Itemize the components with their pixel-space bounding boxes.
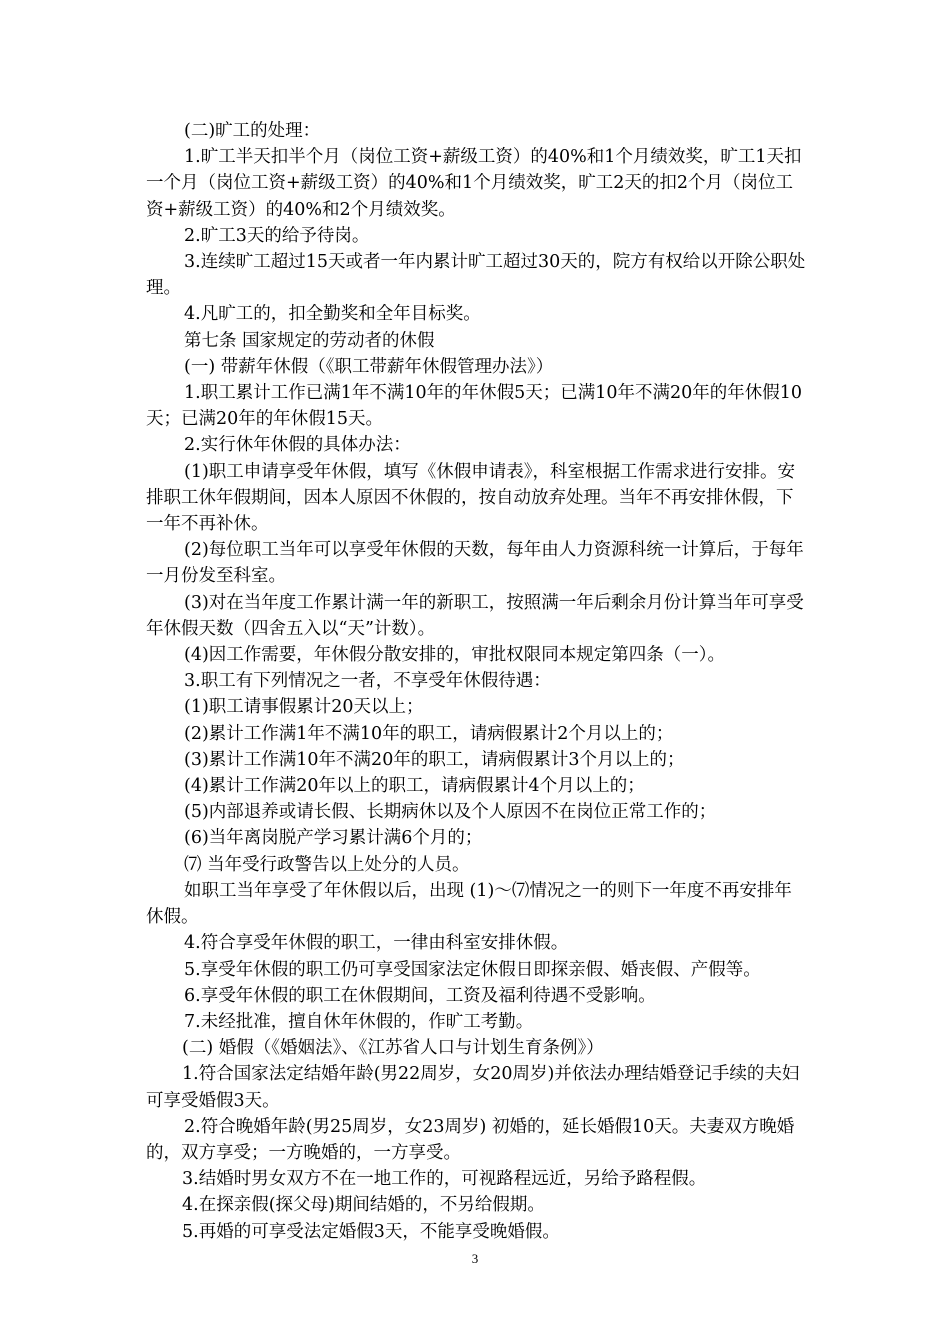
list-item: (4)累计工作满20年以上的职工，请病假累计4个月以上的； bbox=[184, 776, 645, 797]
paragraph: 4.在探亲假(探父母)期间结婚的，不另给假期。 bbox=[182, 1195, 545, 1216]
paragraph: 1.职工累计工作已满1年不满10年的年休假5天；已满10年不满20年的年休假10天；已满20年的年休假15天。 bbox=[146, 383, 803, 430]
list-item: (5)内部退养或请长假、长期病休以及个人原因不在岗位正常工作的； bbox=[184, 802, 717, 823]
list-item: (3)累计工作满10年不满20年的职工，请病假累计3个月以上的； bbox=[184, 749, 685, 770]
paragraph: 1.符合国家法定结婚年龄(男22周岁，女20周岁)并依法办理结婚登记手续的夫妇可享受婚假3天。 bbox=[146, 1064, 800, 1111]
paragraph: 6.享受年休假的职工在休假期间，工资及福利待遇不受影响。 bbox=[184, 985, 656, 1006]
section-heading-annual-leave: (一) 带薪年休假（《职工带薪年休假管理办法》） bbox=[184, 356, 554, 377]
paragraph: 3.连续旷工超过15天或者一年内累计旷工超过30天的，院方有权给以开除公职处理。 bbox=[146, 252, 806, 299]
paragraph: 4.符合享受年休假的职工，一律由科室安排休假。 bbox=[184, 933, 569, 954]
paragraph: 2.符合晚婚年龄(男25周岁，女23周岁) 初婚的，延长婚假10天。夫妻双方晚婚的，双方享受；一方晚婚的，一方享受。 bbox=[146, 1116, 795, 1163]
list-item: ⑺ 当年受行政警告以上处分的人员。 bbox=[184, 854, 470, 875]
paragraph: 如职工当年享受了年休假以后，出现 (1)～⑺情况之一的则下一年度不再安排年休假。 bbox=[146, 880, 792, 928]
paragraph: (3)对在当年度工作累计满一年的新职工，按照满一年后剩余月份计算当年可享受年休假天数（四舍五入以“天”计数）。 bbox=[146, 592, 804, 639]
list-item: (1)职工请事假累计20天以上； bbox=[184, 697, 424, 718]
paragraph: 1.旷工半天扣半个月（岗位工资+薪级工资）的40%和1个月绩效奖，旷工1天扣一个月（岗位工资+薪级工资）的40%和1个月绩效奖，旷工2天的扣2个月（岗位工资+薪级工资）的40%和2个月绩效奖。 bbox=[146, 147, 802, 220]
paragraph: 5.再婚的可享受法定婚假3天，不能享受晚婚假。 bbox=[182, 1221, 560, 1242]
paragraph: (4)因工作需要，年休假分散安排的，审批权限同本规定第四条（一）。 bbox=[184, 645, 726, 666]
paragraph: 7.未经批准，擅自休年休假的，作旷工考勤。 bbox=[184, 1011, 534, 1032]
section-heading-marriage-leave: (二) 婚假（《婚姻法》、《江苏省人口与计划生育条例》） bbox=[182, 1038, 604, 1059]
section-heading-absenteeism: (二)旷工的处理： bbox=[184, 121, 321, 141]
paragraph: 2.实行休年休假的具体办法： bbox=[184, 435, 411, 456]
page-number: 3 bbox=[471, 1251, 479, 1266]
paragraph: (1)职工申请享受年休假，填写《休假申请表》，科室根据工作需求进行安排。安排职工休年假期间，因本人原因不休假的，按自动放弃处理。当年不再安排休假，下一年不再补休。 bbox=[146, 461, 796, 535]
list-item: (6)当年离岗脱产学习累计满6个月的； bbox=[184, 828, 483, 849]
list-item: (2)累计工作满1年不满10年的职工，请病假累计2个月以上的； bbox=[184, 723, 674, 744]
paragraph: 3.结婚时男女双方不在一地工作的，可视路程远近，另给予路程假。 bbox=[182, 1169, 707, 1190]
document-body bbox=[146, 118, 806, 1245]
paragraph: 2.旷工3天的给予待岗。 bbox=[184, 225, 370, 246]
paragraph: (2)每位职工当年可以享受年休假的天数，每年由人力资源科统一计算后，于每年一月份发至科室。 bbox=[146, 540, 804, 587]
article-heading: 第七条 国家规定的劳动者的休假 bbox=[184, 330, 435, 351]
paragraph: 5.享受年休假的职工仍可享受国家法定休假日即探亲假、婚丧假、产假等。 bbox=[184, 959, 761, 980]
paragraph: 3.职工有下列情况之一者，不享受年休假待遇： bbox=[184, 671, 551, 692]
paragraph: 4.凡旷工的，扣全勤奖和全年目标奖。 bbox=[184, 304, 481, 325]
